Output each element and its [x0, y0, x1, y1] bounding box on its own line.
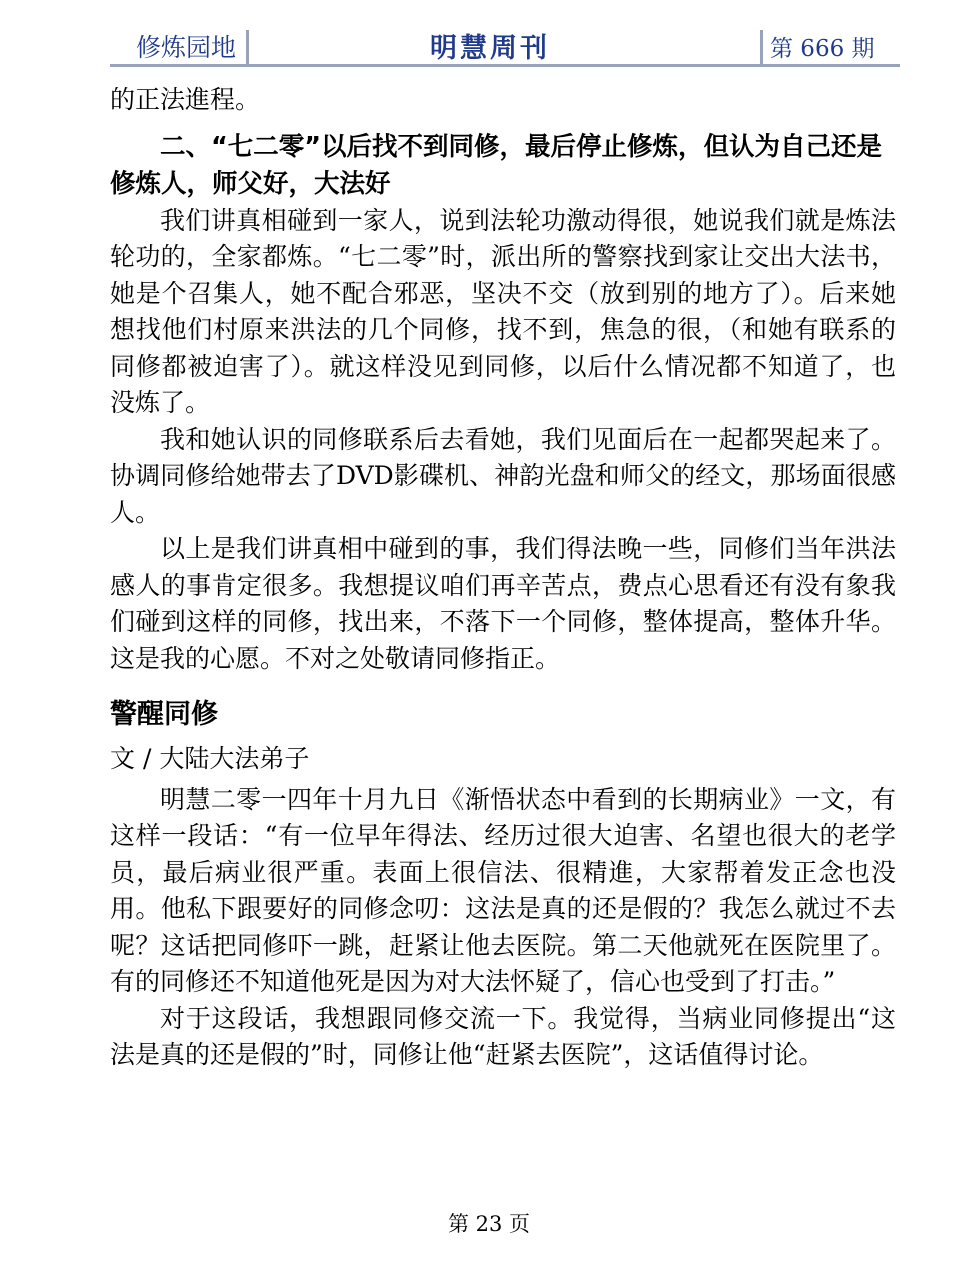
- article-title: 警醒同修: [110, 699, 218, 730]
- header-divider: [246, 30, 249, 64]
- section-name: 修炼园地: [136, 33, 237, 62]
- paragraph: 对于这段话，我想跟同修交流一下。我觉得，当病业同修提出“这法是真的还是假的”时，同修让他“赶紧去医院”，这话值得讨论。: [110, 1003, 896, 1069]
- page-body: [110, 82, 896, 1074]
- paragraph: 以上是我们讲真相中碰到的事，我们得法晚一些，同修们当年洪法感人的事肯定很多。我想提议咱们再辛苦点，费点心思看还有没有象我们碰到这样的同修，找出来，不落下一个同修，整体提高，整体升华。这是我的心愿。不对之处敬请同修指正。: [110, 534, 896, 673]
- byline: 文 / 大陆大法弟子: [110, 744, 310, 773]
- header-rule: [110, 64, 900, 67]
- page-header: [110, 26, 900, 68]
- page-number: 第 23 页: [447, 1212, 531, 1236]
- header-divider: [760, 30, 763, 64]
- paragraph-continuation: 的正法進程。: [110, 85, 261, 114]
- issue-number: 第 666 期: [770, 36, 875, 62]
- paragraph: 我们讲真相碰到一家人，说到法轮功激动得很，她说我们就是炼法轮功的，全家都炼。“七二零”时，派出所的警察找到家让交出大法书，她是个召集人，她不配合邪恶，坚决不交（放到别的地方了）。后来她想找他们村原来洪法的几个同修，找不到，焦急的很，（和她有联系的同修都被迫害了）。就这样没见到同修，以后什么情况都不知道了，也没炼了。: [110, 205, 896, 417]
- section-heading: 二、“七二零”以后找不到同修，最后停止修炼，但认为自己还是修炼人，师父好，大法好: [110, 131, 883, 199]
- publication-title: 明慧周刊: [430, 33, 550, 64]
- paragraph: 明慧二零一四年十月九日《渐悟状态中看到的长期病业》一文，有这样一段话：“有一位早年得法、经历过很大迫害、名望也很大的老学员，最后病业很严重。表面上很信法、很精進，大家帮着发正念也没用。他私下跟要好的同修念叨：这法是真的还是假的？我怎么就过不去呢？这话把同修吓一跳，赶紧让他去医院。第二天他就死在医院里了。有的同修还不知道他死是因为对大法怀疑了，信心也受到了打击。”: [110, 784, 896, 996]
- paragraph: 我和她认识的同修联系后去看她，我们见面后在一起都哭起来了。协调同修给她带去了DVD影碟机、神韵光盘和师父的经文，那场面很感人。: [110, 424, 896, 527]
